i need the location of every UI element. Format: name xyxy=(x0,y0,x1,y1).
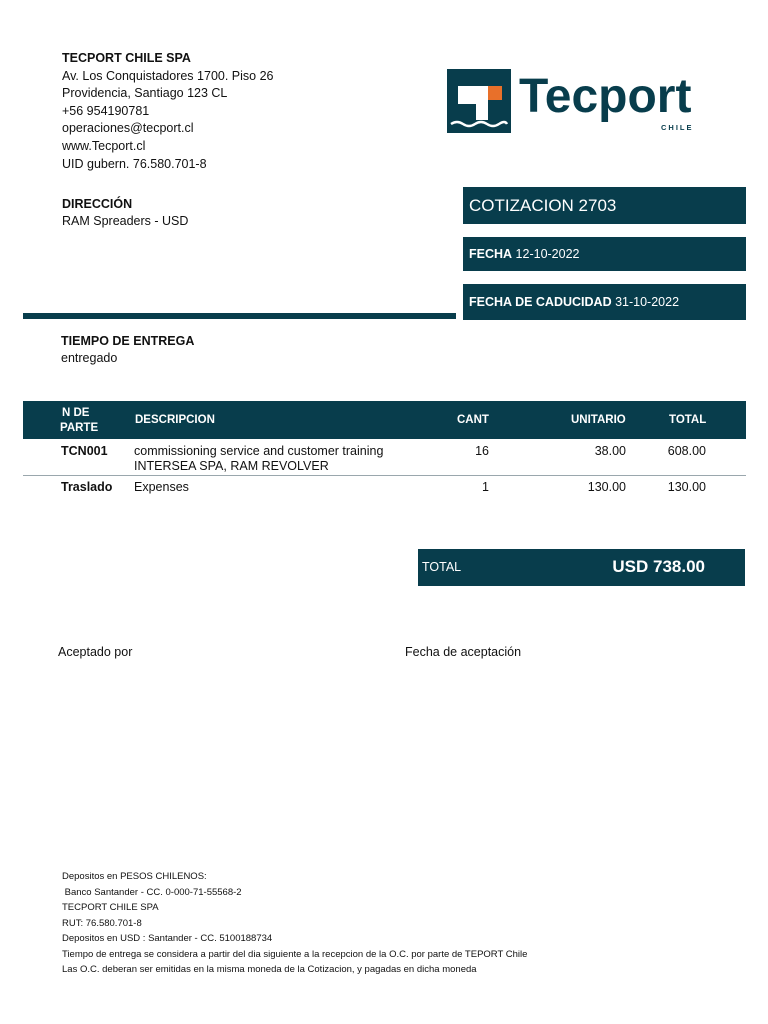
company-name: TECPORT CHILE SPA xyxy=(62,51,191,65)
header-parte xyxy=(61,406,98,436)
quote-title: COTIZACION 2703 xyxy=(469,196,617,215)
company-address-line1: Av. Los Conquistadores 1700. Piso 26 xyxy=(62,68,274,83)
total-value: USD 738.00 xyxy=(612,557,705,576)
company-website: www.Tecport.cl xyxy=(62,138,146,153)
row-total: 130.00 xyxy=(667,480,706,494)
footer-line: Depositos en USD : Santander - CC. 5100188734 xyxy=(62,933,273,944)
fecha-value: 12-10-2022 xyxy=(515,247,580,261)
caducidad-label: FECHA DE CADUCIDAD xyxy=(469,295,612,309)
payment-footer xyxy=(62,869,527,978)
accepted-by-label: Aceptado por xyxy=(58,645,133,659)
quote-number-box xyxy=(463,187,746,224)
footer-line: Banco Santander - CC. 0-000-71-55568-2 xyxy=(62,886,242,898)
caducidad-value: 31-10-2022 xyxy=(615,295,680,309)
row-parte: TCN001 xyxy=(61,444,108,458)
row-cant: 1 xyxy=(482,480,489,494)
header-total: TOTAL xyxy=(669,414,707,426)
address-section xyxy=(62,196,188,230)
acceptance-date-label: Fecha de aceptación xyxy=(405,645,522,659)
row-description xyxy=(134,444,383,474)
direccion-value: RAM Spreaders - USD xyxy=(62,214,189,228)
header-parte-line2: PARTE xyxy=(60,422,99,434)
quote-date-box xyxy=(463,237,746,271)
company-email: operaciones@tecport.cl xyxy=(62,121,194,136)
row-separator xyxy=(23,475,746,476)
expiry-date-box xyxy=(463,284,746,320)
row-description-line1: commissioning service and customer training xyxy=(134,444,384,458)
fecha-label: FECHA xyxy=(469,247,513,261)
grand-total-box xyxy=(418,549,745,586)
logo-wordmark: Tecport xyxy=(519,70,692,123)
row-cant: 16 xyxy=(475,444,489,458)
company-info xyxy=(62,50,273,173)
items-table-header xyxy=(23,401,746,439)
company-phone: +56 954190781 xyxy=(62,103,150,118)
logo-subtitle: CHILE xyxy=(661,123,694,132)
row-description-line1: Expenses xyxy=(134,480,189,494)
footer-line: Las O.C. deberan ser emitidas en la misma moneda de la Cotizacion, y pagadas en dicha moneda xyxy=(62,964,477,975)
total-label: TOTAL xyxy=(422,560,462,574)
tiempo-value: entregado xyxy=(61,351,118,365)
header-cant: CANT xyxy=(457,414,489,426)
footer-line: RUT: 76.580.701-8 xyxy=(62,917,142,929)
tiempo-label: TIEMPO DE ENTREGA xyxy=(61,334,195,348)
row-description-line2: INTERSEA SPA, RAM REVOLVER xyxy=(134,459,329,473)
company-uid: UID gubern. 76.580.701-8 xyxy=(62,156,207,171)
table-row xyxy=(23,444,746,474)
footer-line: Depositos en PESOS CHILENOS: xyxy=(62,871,207,882)
direccion-label: DIRECCIÓN xyxy=(62,197,133,211)
section-divider xyxy=(23,313,456,319)
row-parte: Traslado xyxy=(61,480,113,494)
footer-line: TECPORT CHILE SPA xyxy=(62,902,159,913)
footer-line: Tiempo de entrega se considera a partir del dia siguiente a la recepcion de la O.C. por parte de TEPORT Chile xyxy=(62,948,528,960)
header-parte-line1: N DE xyxy=(62,407,90,419)
row-unitario: 130.00 xyxy=(587,480,626,494)
table-row xyxy=(23,480,746,498)
row-unitario: 38.00 xyxy=(594,444,626,458)
company-address-line2: Providencia, Santiago 123 CL xyxy=(62,86,228,101)
header-descripcion: DESCRIPCION xyxy=(135,414,215,426)
row-total: 608.00 xyxy=(667,444,706,458)
tecport-logo xyxy=(447,68,707,136)
delivery-section xyxy=(61,333,194,367)
row-description xyxy=(134,480,189,495)
header-unitario: UNITARIO xyxy=(571,414,626,426)
